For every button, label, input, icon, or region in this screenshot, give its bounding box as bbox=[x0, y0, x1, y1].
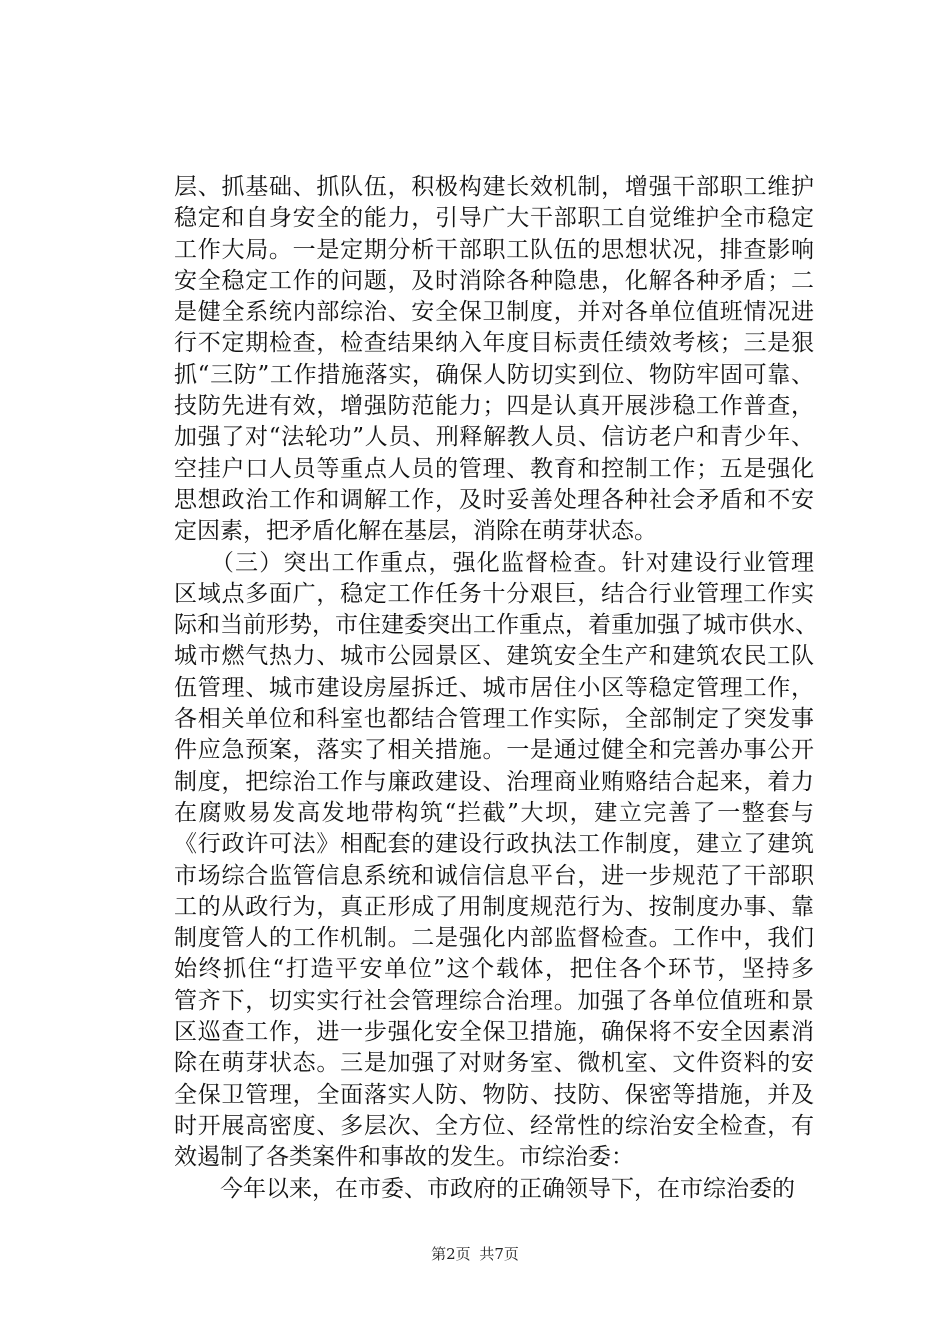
text-line: 工作大局。一是定期分析干部职工队伍的思想状况，排查影响 bbox=[174, 236, 814, 263]
text-line: 时开展高密度、多层次、全方位、经常性的综治安全检查，有 bbox=[174, 1112, 814, 1139]
text-line: 抓“三防”工作措施落实，确保人防切实到位、物防牢固可靠、 bbox=[174, 361, 814, 388]
text-line: 工的从政行为，真正形成了用制度规范行为、按制度办事、靠 bbox=[174, 893, 814, 920]
page-total: 共7页 bbox=[479, 1245, 519, 1263]
text-line: 行不定期检查，检查结果纳入年度目标责任绩效考核；三是狠 bbox=[174, 330, 814, 357]
body-text bbox=[174, 172, 818, 1205]
text-line: 稳定和自身安全的能力，引导广大干部职工自觉维护全市稳定 bbox=[174, 205, 814, 232]
text-line: 区巡查工作，进一步强化安全保卫措施，确保将不安全因素消 bbox=[174, 1019, 814, 1046]
text-line: 效遏制了各类案件和事故的发生。市综治委： bbox=[174, 1144, 634, 1171]
text-line: 是健全系统内部综治、安全保卫制度，并对各单位值班情况进 bbox=[174, 299, 814, 326]
text-line: 城市燃气热力、城市公园景区、建筑安全生产和建筑农民工队 bbox=[174, 643, 814, 670]
page-footer bbox=[0, 1244, 950, 1264]
text-line: 在腐败易发高发地带构筑“拦截”大坝，建立完善了一整套与 bbox=[174, 799, 814, 826]
text-line: 技防先进有效，增强防范能力；四是认真开展涉稳工作普查， bbox=[174, 393, 814, 420]
text-line: 空挂户口人员等重点人员的管理、教育和控制工作；五是强化 bbox=[174, 455, 814, 482]
text-line: 安全稳定工作的问题，及时消除各种隐患，化解各种矛盾；二 bbox=[174, 267, 814, 294]
text-line: 《行政许可法》相配套的建设行政执法工作制度，建立了建筑 bbox=[174, 831, 814, 858]
text-line: 今年以来，在市委、市政府的正确领导下，在市综治委的 bbox=[174, 1175, 795, 1202]
text-line: 管齐下，切实实行社会管理综合治理。加强了各单位值班和景 bbox=[174, 987, 814, 1014]
text-line: 市场综合监管信息系统和诚信信息平台，进一步规范了干部职 bbox=[174, 862, 814, 889]
text-line: 伍管理、城市建设房屋拆迁、城市居住小区等稳定管理工作， bbox=[174, 674, 814, 701]
text-line: 层、抓基础、抓队伍，积极构建长效机制，增强干部职工维护 bbox=[174, 174, 814, 200]
text-line: 全保卫管理，全面落实人防、物防、技防、保密等措施，并及 bbox=[174, 1081, 814, 1108]
text-line: （三）突出工作重点，强化监督检查。针对建设行业管理 bbox=[174, 549, 814, 576]
text-line: 加强了对“法轮功”人员、刑释解教人员、信访老户和青少年、 bbox=[174, 424, 814, 451]
text-line: 各相关单位和科室也都结合管理工作实际，全部制定了突发事 bbox=[174, 706, 814, 733]
text-line: 始终抓住“打造平安单位”这个载体，把住各个环节，坚持多 bbox=[174, 956, 814, 983]
text-line: 际和当前形势，市住建委突出工作重点，着重加强了城市供水、 bbox=[174, 612, 818, 639]
page-number: 第2页 bbox=[431, 1245, 471, 1263]
text-line: 除在萌芽状态。三是加强了对财务室、微机室、文件资料的安 bbox=[174, 1050, 814, 1077]
text-line: 件应急预案，落实了相关措施。一是通过健全和完善办事公开 bbox=[174, 737, 814, 764]
text-line: 制度管人的工作机制。二是强化内部监督检查。工作中，我们 bbox=[174, 925, 814, 952]
text-line: 区域点多面广，稳定工作任务十分艰巨，结合行业管理工作实 bbox=[174, 580, 814, 607]
text-line: 定因素，把矛盾化解在基层，消除在萌芽状态。 bbox=[174, 518, 657, 545]
text-line: 制度，把综治工作与廉政建设、治理商业贿赂结合起来，着力 bbox=[174, 768, 814, 795]
text-line: 思想政治工作和调解工作，及时妥善处理各种社会矛盾和不安 bbox=[174, 486, 814, 513]
